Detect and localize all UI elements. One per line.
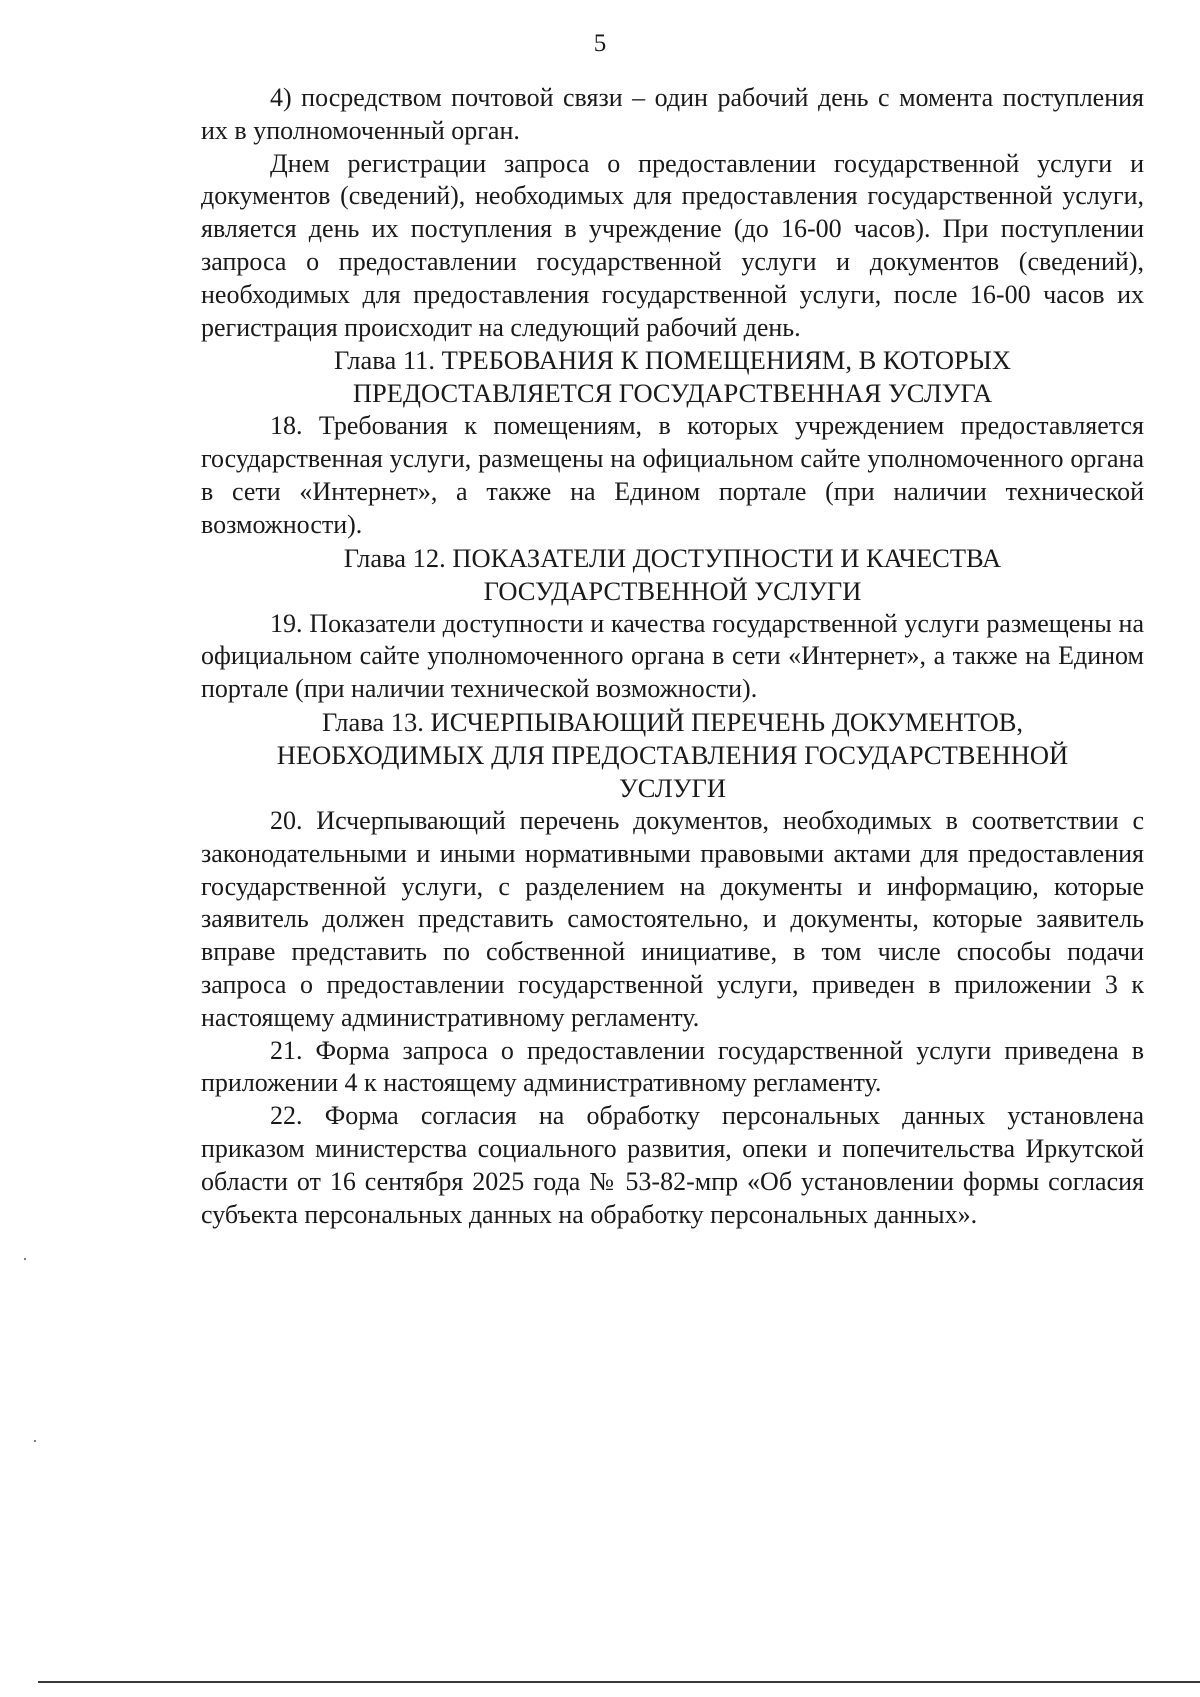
scan-speck <box>24 1258 26 1260</box>
chapter-12-line-2: ГОСУДАРСТВЕННОЙ УСЛУГИ <box>483 575 862 606</box>
chapter-13-heading <box>201 706 1144 805</box>
chapter-13-line-1: Глава 13. ИСЧЕРПЫВАЮЩИЙ ПЕРЕЧЕНЬ ДОКУМЕНТОВ, <box>321 706 1024 737</box>
bottom-rule <box>38 1681 1200 1683</box>
paragraph-19: 19. Показатели доступности и качества государственной услуги размещены на официальном сайте уполномоченного органа в сети «Интернет», а также на Едином портале (при наличии технической возможности). <box>201 608 1144 704</box>
chapter-13-line-3: УСЛУГИ <box>619 772 726 803</box>
paragraph-18: 18. Требования к помещениям, в которых учреждением предоставляется государственная услуги, размещены на официальном сайте уполномоченного органа в сети «Интернет», а также на Едином портале (при наличии технической возможности). <box>201 411 1144 539</box>
paragraph-registration-day: Днем регистрации запроса о предоставлении государственной услуги и документов (сведений), необходимых для предоставления государственной услуги, является день их поступления в учреждение (до 16-00 часов). При поступлении запроса о предоставлении государственной услуги и документов (сведений), необходимых для предоставления государственной услуги, после 16-00 часов их регистрация происходит на следующий рабочий день. <box>201 148 1144 342</box>
scan-speck <box>34 1440 36 1442</box>
paragraph-22: 22. Форма согласия на обработку персональных данных установлена приказом министерства социального развития, опеки и попечительства Иркутской области от 16 сентября 2025 года № 53-82-мпр «Об установлении формы согласия субъекта персональных данных на обработку персональных данных». <box>201 1101 1144 1229</box>
paragraph-20: 20. Исчерпывающий перечень документов, необходимых в соответствии с законодательными и иными нормативными правовыми актами для предоставления государственной услуги, с разделением на документы и информацию, которые заявитель должен представить самостоятельно, и документы, которые заявитель вправе представить по собственной инициативе, в том числе способы подачи запроса о предоставлении государственной услуги, приведен в приложении 3 к настоящему административному регламенту. <box>201 805 1144 1032</box>
paragraph-21: 21. Форма запроса о предоставлении государственной услуги приведена в приложении 4 к настоящему административному регламенту. <box>201 1035 1144 1098</box>
paragraph-postal: 4) посредством почтовой связи – один рабочий день с момента поступления их в уполномоченный орган. <box>201 83 1144 145</box>
document-body <box>201 82 1144 1231</box>
chapter-11-heading <box>201 344 1144 410</box>
chapter-11-line-1: Глава 11. ТРЕБОВАНИЯ К ПОМЕЩЕНИЯМ, В КОТОРЫХ <box>333 345 1012 376</box>
chapter-12-line-1: Глава 12. ПОКАЗАТЕЛИ ДОСТУПНОСТИ И КАЧЕСТВА <box>343 542 1002 573</box>
page-number: 5 <box>593 30 607 57</box>
chapter-13-line-2: НЕОБХОДИМЫХ ДЛЯ ПРЕДОСТАВЛЕНИЯ ГОСУДАРСТВЕННОЙ <box>276 739 1069 770</box>
chapter-11-line-2: ПРЕДОСТАВЛЯЕТСЯ ГОСУДАРСТВЕННАЯ УСЛУГА <box>352 378 993 409</box>
chapter-12-heading <box>201 542 1144 608</box>
